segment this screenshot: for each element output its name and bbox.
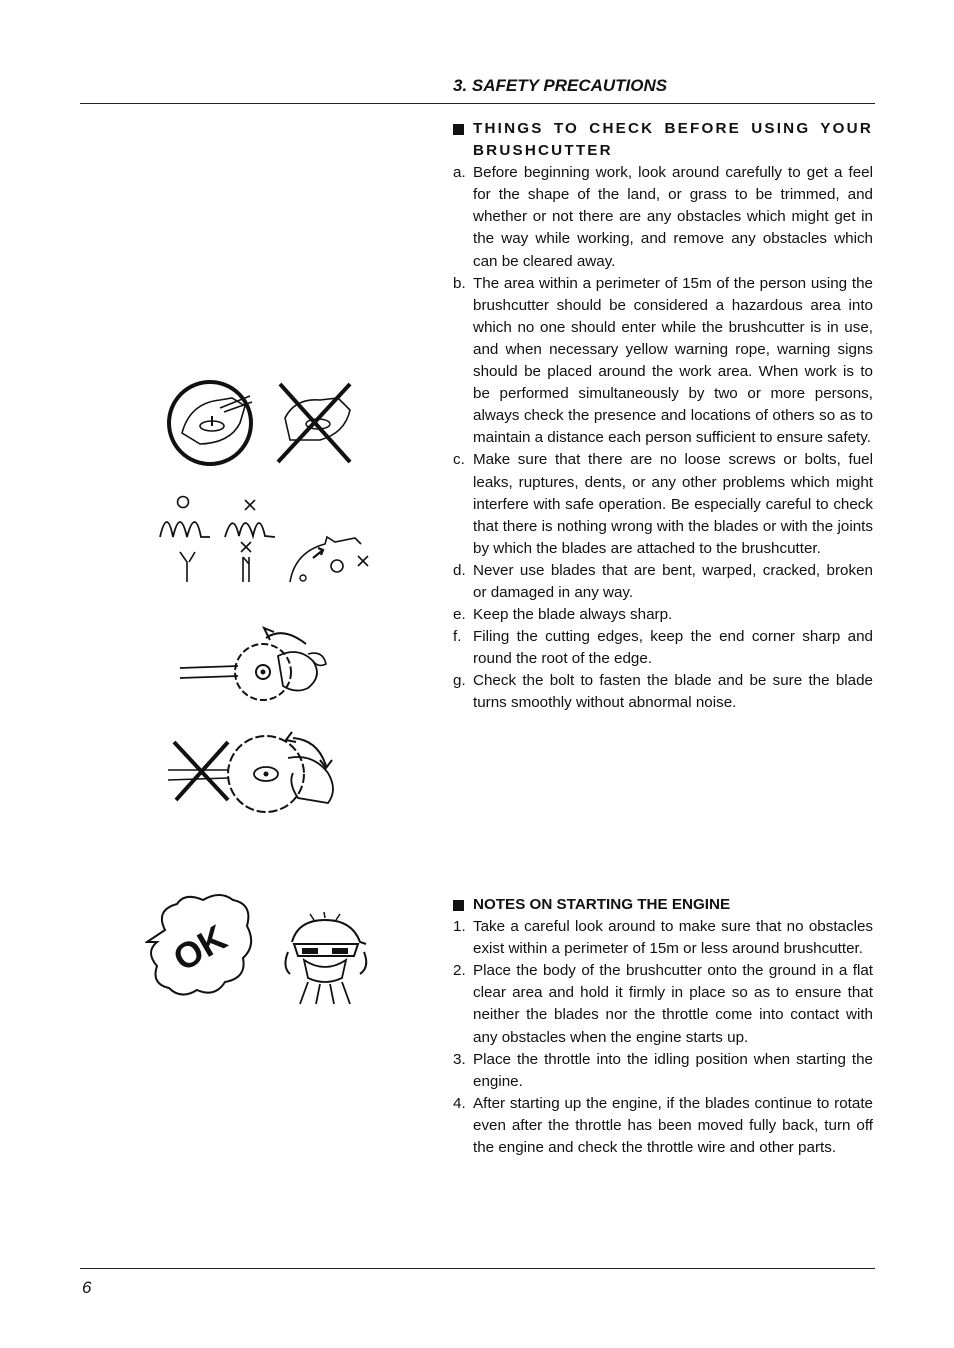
do-not-touch-blade-illustration — [168, 728, 363, 828]
ok-text: OK — [166, 916, 234, 980]
square-bullet-icon — [453, 900, 464, 911]
footer-rule — [80, 1268, 875, 1269]
list-item: 2. Place the body of the brushcutter onto the ground in a flat clear area and hold it firmly in place so as to ensure that neither the blades nor the throttle come into contact with any obstacles when the engine starts up. — [453, 962, 873, 1046]
blade-tooth-shapes-illustration — [155, 492, 375, 592]
section-heading-things-to-check: THINGS TO CHECK BEFORE USING YOUR BRUSHCUTTER — [453, 118, 873, 162]
list-item: a. Before beginning work, look around carefully to get a feel for the shape of the land, or grass to be trimmed, and whether or not there are any obstacles which might get in the way while working, and remove any obstacles which can be cleared away. — [453, 164, 873, 270]
header-rule — [80, 103, 875, 104]
list-item: 3. Place the throttle into the idling position when starting the engine. — [453, 1050, 873, 1090]
wrench-tightening-illustration — [178, 616, 338, 701]
list-item: 1. Take a careful look around to make sure that no obstacles exist within a perimeter of 15m or less around brushcutter. — [453, 918, 873, 958]
list-item: c. Make sure that there are no loose screws or bolts, fuel leaks, ruptures, dents, or any other problems which might interfere with safe operation. Be especially careful to check that there is nothing wrong with the blades or with the joints by which the blades are attached to the brushcutter. — [453, 451, 873, 557]
list-item: b. The area within a perimeter of 15m of the person using the brushcutter should be considered a hazardous area into which no one should enter while the brushcutter is in use, and when necessary yellow warning rope, warning signs should be placed around the work area. When work is to be performed simultaneously by two or more persons, always check the presence and locations of others so as to maintain a distance each person sufficient to ensure safety. — [453, 274, 873, 447]
list-item: 4. After starting up the engine, if the blades continue to rotate even after the throttle has been moved fully back, turn off the engine and check the throttle wire and other parts. — [453, 1094, 873, 1157]
operator-protective-gear-illustration — [280, 912, 370, 1007]
ok-speech-bubble-illustration — [145, 890, 257, 1002]
section-heading-starting-engine: NOTES ON STARTING THE ENGINE — [453, 894, 873, 916]
square-bullet-icon — [453, 124, 464, 135]
list-item: d. Never use blades that are bent, warped, cracked, broken or damaged in any way. — [453, 561, 873, 601]
blade-guard-illustration — [160, 378, 360, 468]
list-item: g. Check the bolt to fasten the blade and be sure the blade turns smoothly without abnormal noise. — [453, 672, 873, 712]
page-number: 6 — [82, 1278, 92, 1297]
section-things-to-check — [453, 118, 873, 715]
list-item: e. Keep the blade always sharp. — [453, 606, 673, 624]
section-title: 3. SAFETY PRECAUTIONS — [453, 76, 668, 95]
section-starting-engine — [453, 894, 873, 1159]
list-item: f. Filing the cutting edges, keep the end corner sharp and round the root of the edge. — [453, 628, 873, 668]
